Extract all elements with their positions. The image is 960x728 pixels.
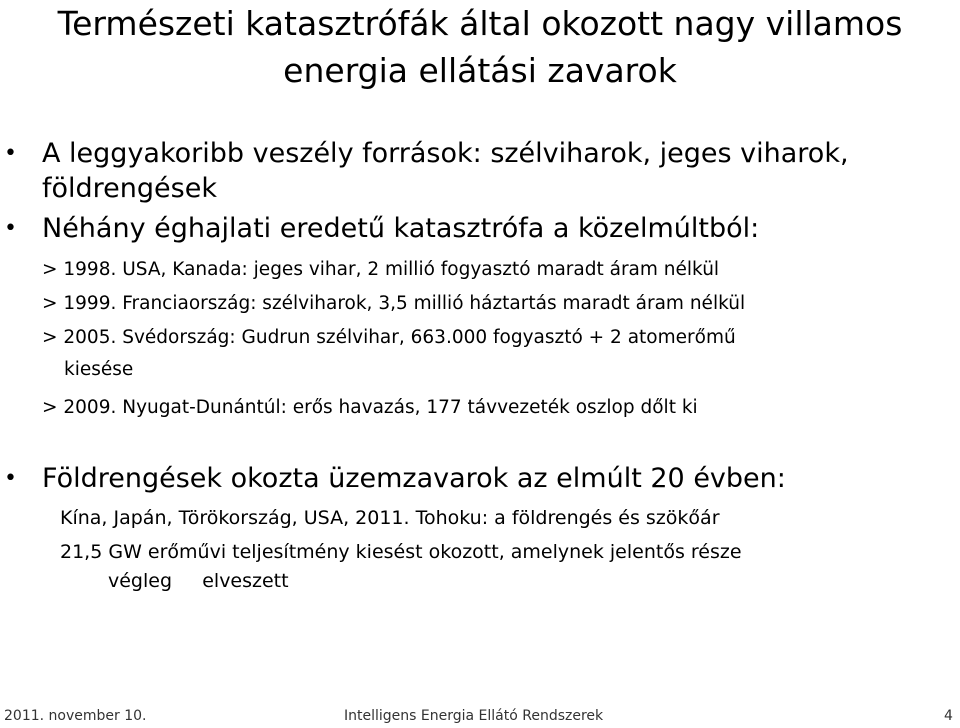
bullet-line: A leggyakoribb veszély források: szélviharok, jeges viharok, bbox=[42, 138, 849, 169]
earthquake-detail-2: 21,5 GW erőművi teljesítmény kiesést okozott, amelynek jelentős része bbox=[60, 541, 742, 563]
title-line-1: Természeti katasztrófák által okozott nagy villamos bbox=[57, 4, 903, 43]
footer-center-text: Intelligens Energia Ellátó Rendszerek bbox=[344, 708, 604, 724]
bullet-line: földrengések bbox=[42, 173, 217, 204]
sub-item-2005-cont: kiesése bbox=[64, 359, 134, 380]
title-line-2: energia ellátási zavarok bbox=[283, 51, 677, 90]
bullet-text: Földrengések okozta üzemzavarok az elmúlt 20 évben: bbox=[42, 463, 786, 494]
bullet-text bbox=[42, 136, 942, 206]
earthquake-detail-1: Kína, Japán, Törökország, USA, 2011. Tohoku: a földrengés és szökőár bbox=[60, 507, 720, 529]
bullet-dot: • bbox=[4, 466, 17, 491]
bullet-dot: • bbox=[4, 216, 17, 241]
page-number: 4 bbox=[944, 708, 953, 724]
bullet-dot: • bbox=[4, 141, 17, 166]
footer-date: 2011. november 10. bbox=[4, 708, 147, 724]
earthquake-detail-3: végleg elveszett bbox=[108, 570, 289, 592]
slide-title bbox=[0, 0, 960, 94]
sub-item-1998: > 1998. USA, Kanada: jeges vihar, 2 millió fogyasztó maradt áram nélkül bbox=[42, 259, 720, 280]
sub-item-2009: > 2009. Nyugat-Dunántúl: erős havazás, 177 távvezeték oszlop dőlt ki bbox=[42, 397, 698, 418]
sub-item-2005: > 2005. Svédország: Gudrun szélvihar, 663.000 fogyasztó + 2 atomerőmű bbox=[42, 327, 736, 348]
sub-item-1999: > 1999. Franciaország: szélviharok, 3,5 millió háztartás maradt áram nélkül bbox=[42, 293, 746, 314]
bullet-text: Néhány éghajlati eredetű katasztrófa a közelmúltból: bbox=[42, 213, 760, 244]
